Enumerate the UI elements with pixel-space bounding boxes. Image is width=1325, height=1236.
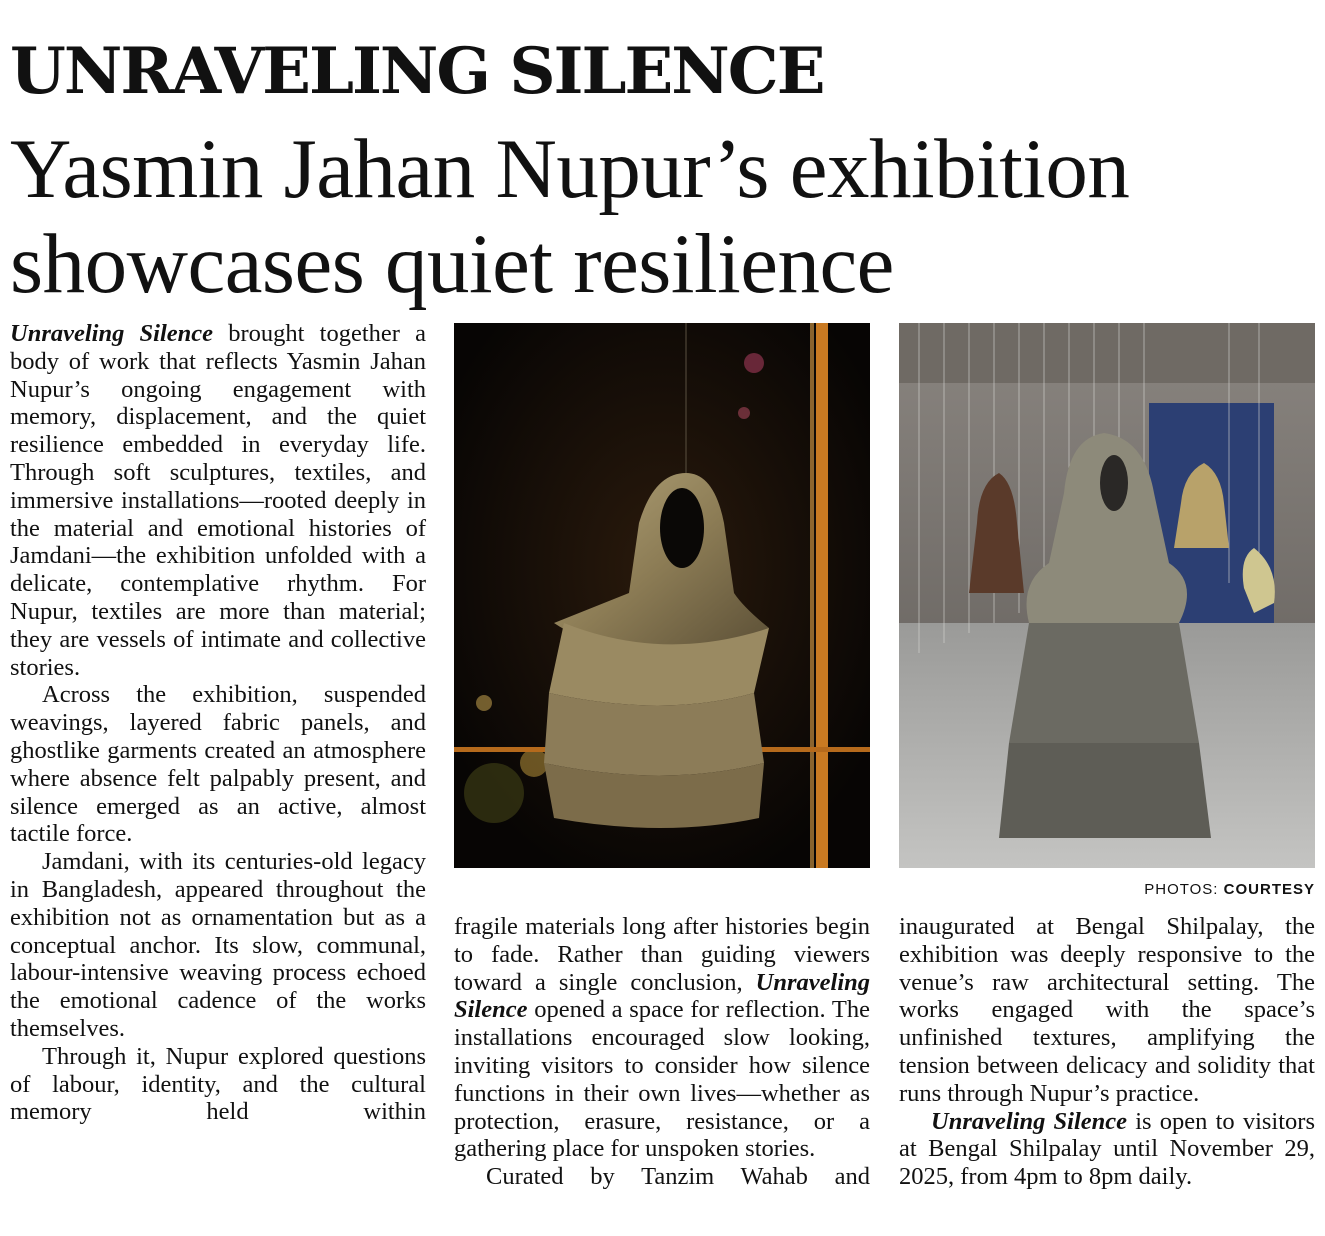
paragraph-4-continued <box>454 913 870 1163</box>
article-column-3 <box>899 913 1315 1191</box>
paragraph-4-text-b: fragile materials long after histories begin to fade. Rather than guiding viewers toward a single conclusion, <box>454 913 870 996</box>
paragraph-4-start: Through it, Nupur explored questions of labour, identity, and the cultural memory held within <box>10 1042 426 1126</box>
paragraph-6-text: is open to visitors at Bengal Shilpalay until November 29, 2025, from 4pm to 8pm daily. <box>899 1107 1315 1191</box>
paragraph-2: Across the exhibition, suspended weavings, layered fabric panels, and ghostlike garments created an atmosphere where absence felt palpably present, and silence emerged as an active, almost tactile force. <box>10 681 426 848</box>
exhibition-title-italic: Unraveling Silence <box>10 320 214 347</box>
paragraph-5-start: Curated by Tanzim Wahab and <box>486 1163 870 1191</box>
photo-credit <box>1144 881 1315 898</box>
photo-gallery-installation <box>899 323 1315 868</box>
paragraph-1 <box>10 320 426 681</box>
headline: Yasmin Jahan Nupur’s exhibition showcases quiet resilience <box>10 122 1130 311</box>
photo-credit-name: COURTESY <box>1223 881 1315 898</box>
paragraph-3: Jamdani, with its centuries-old legacy in Bangladesh, appeared throughout the exhibition not as ornamentation but as a conceptual anchor. Its slow, communal, labour-intensive weaving process echoed the emotional cadence of the works themselves. <box>10 848 426 1042</box>
article-column-1 <box>10 320 426 1126</box>
paragraph-4-text-c: opened a space for reflection. The installations encouraged slow looking, inviting visitors to consider how silence functions in their own lives—whether as protection, erasure, resistance, or a gathering place for unspoken stories. <box>454 996 870 1163</box>
kicker-title: UNRAVELING SILENCE <box>10 34 824 109</box>
exhibition-title-italic: Unraveling Silence <box>931 1107 1128 1135</box>
paragraph-6 <box>899 1108 1315 1191</box>
photo-credit-prefix: PHOTOS: <box>1144 881 1219 898</box>
paragraph-1-text: brought together a body of work that reflects Yasmin Jahan Nupur’s ongoing engagement with memory, displacement, and the quiet resilience embedded in everyday life. Through soft sculptures, textiles, and immersive installations—rooted deeply in the material and emotional histories of Jamdani—the exhibition unfolded with a delicate, contemplative rhythm. For Nupur, textiles are more than material; they are vessels of intimate and collective stories. <box>10 320 426 681</box>
exhibition-title-italic: Unraveling Silence <box>454 968 870 1024</box>
photo-suspended-garment-night <box>454 323 870 868</box>
paragraph-5-continued: inaugurated at Bengal Shilpalay, the exhibition was deeply responsive to the venue’s raw architectural setting. The works engaged with the space’s unfinished textures, amplifying the tension between delicacy and solidity that runs through Nupur’s practice. <box>899 913 1315 1107</box>
article-column-2 <box>454 913 870 1191</box>
